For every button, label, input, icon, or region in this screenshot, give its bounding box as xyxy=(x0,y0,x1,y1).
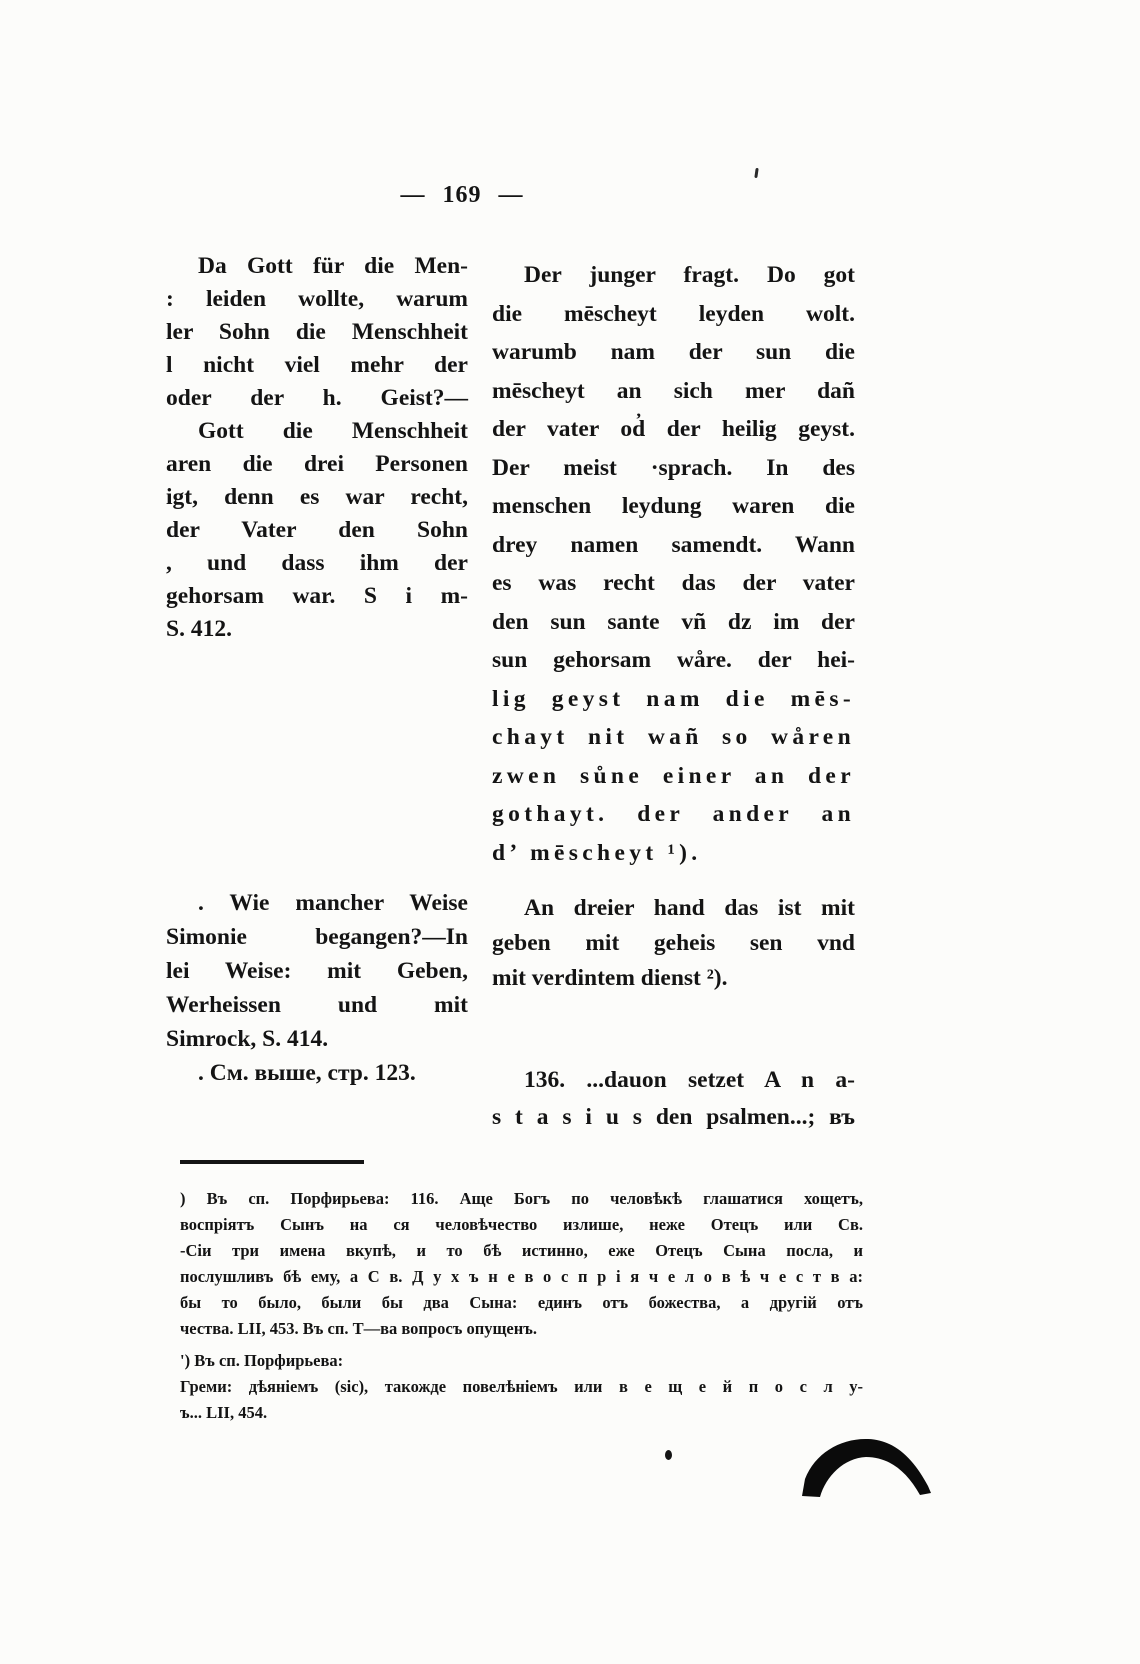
text-line: mēscheyt an sich mer dañ xyxy=(492,377,855,404)
text-line: oder der h. Geist?— xyxy=(166,385,468,411)
text-line: Греми: дѣяніемъ (sic), такожде повелѣніемъ или в е щ е й п о с л у- xyxy=(180,1377,863,1396)
text-line: zwen sůne einer an der xyxy=(492,762,855,789)
text-line: menschen leydung waren die xyxy=(492,493,855,519)
text-line: An dreier hand das ist mit xyxy=(524,895,855,921)
text-line: ') Въ сп. Порфирьева: xyxy=(180,1351,344,1370)
text-line: l nicht viel mehr der xyxy=(166,352,468,378)
text-line: aren die drei Personen xyxy=(166,451,468,477)
text-line: послушливъ бѣ ему, а С в. Д у х ъ н е в о с п р і я ч е л о в ѣ ч е с т в а: xyxy=(180,1267,863,1286)
left-column-paragraph-2 xyxy=(166,886,468,1090)
text-line: . См. выше, стр. 123. xyxy=(198,1060,416,1086)
text-line: Simonie begangen?—In xyxy=(166,924,468,950)
text-line: Der junger fragt. Do got xyxy=(524,262,855,288)
text-line: ler Sohn die Menschheit xyxy=(166,319,468,345)
text-line: S. 412. xyxy=(166,616,232,642)
text-line: mit verdintem dienst ²). xyxy=(492,965,728,991)
footnote-1 xyxy=(180,1186,863,1342)
text-line: чества. LII, 453. Въ сп. Т—ва вопросъ опущенъ. xyxy=(180,1319,537,1338)
text-line: ъ... LII, 454. xyxy=(180,1403,268,1422)
text-line: lei Weise: mit Geben, xyxy=(166,958,468,984)
right-column-paragraph-2 xyxy=(492,891,855,996)
text-line: s t a s i u s den psalmen...; въ xyxy=(492,1104,855,1130)
text-line: Der meist ·sprach. In des xyxy=(492,454,855,481)
text-line: бы то было, были бы два Сына: единъ отъ божества, а другій отъ xyxy=(180,1293,863,1312)
right-column-paragraph-3 xyxy=(492,1062,855,1136)
text-line: . Wie mancher Weise xyxy=(198,890,468,916)
text-line: die mēscheyt leyden wolt. xyxy=(492,300,855,327)
text-line: drey namen samendt. Wann xyxy=(492,531,855,558)
text-line: 136. ...dauon setzet A n a- xyxy=(524,1067,855,1093)
text-line: : leiden wollte, warum xyxy=(166,286,468,312)
right-column-paragraph-1 xyxy=(492,256,855,872)
text-line: geben mit geheis sen vnd xyxy=(492,930,855,956)
text-line: Simrock, S. 414. xyxy=(166,1026,329,1052)
text-line: den sun sante vñ dz im der xyxy=(492,608,855,635)
text-line: warumb nam der sun die xyxy=(492,339,855,365)
footnote-2 xyxy=(180,1348,863,1426)
text-line: es was recht das der vater xyxy=(492,570,855,596)
text-line: Da Gott für die Men- xyxy=(198,253,468,279)
text-line: Werheissen und mit xyxy=(166,992,468,1018)
ink-speck-artifact xyxy=(665,1450,672,1460)
ink-stain-artifact xyxy=(800,1436,934,1500)
stray-mark-artifact xyxy=(754,168,758,178)
footnote-separator-rule xyxy=(180,1160,364,1164)
text-line: d’ mēscheyt ¹). xyxy=(492,839,702,866)
text-line: gothayt. der ander an xyxy=(492,801,855,827)
text-line: воспріятъ Сынъ на ся человѣчество излише, неже Отецъ или Св. xyxy=(180,1215,863,1234)
left-column-paragraph-1 xyxy=(166,250,468,646)
text-line: der Vater den Sohn xyxy=(166,517,468,543)
text-line: lig geyst nam die mēs- xyxy=(492,685,855,712)
text-line: Gott die Menschheit xyxy=(198,418,468,444)
text-line: chayt nit wañ so wåren xyxy=(492,724,855,750)
text-line: gehorsam war. S i m- xyxy=(166,583,468,609)
text-line: , und dass ihm der xyxy=(166,550,468,576)
page-number: — 169 — xyxy=(400,182,524,208)
text-line: sun gehorsam wåre. der hei- xyxy=(492,647,855,673)
text-line: -Сіи три имена вкупѣ, и то бѣ истинно, еже Отецъ Сына посла, и xyxy=(180,1241,863,1260)
text-line: ) Въ сп. Порфирьева: 116. Аще Богъ по человѣкѣ глашатися хощетъ, xyxy=(180,1189,863,1208)
text-line: igt, denn es war recht, xyxy=(166,484,468,510)
text-line: der vater od̓ der heilig geyst. xyxy=(492,416,855,442)
